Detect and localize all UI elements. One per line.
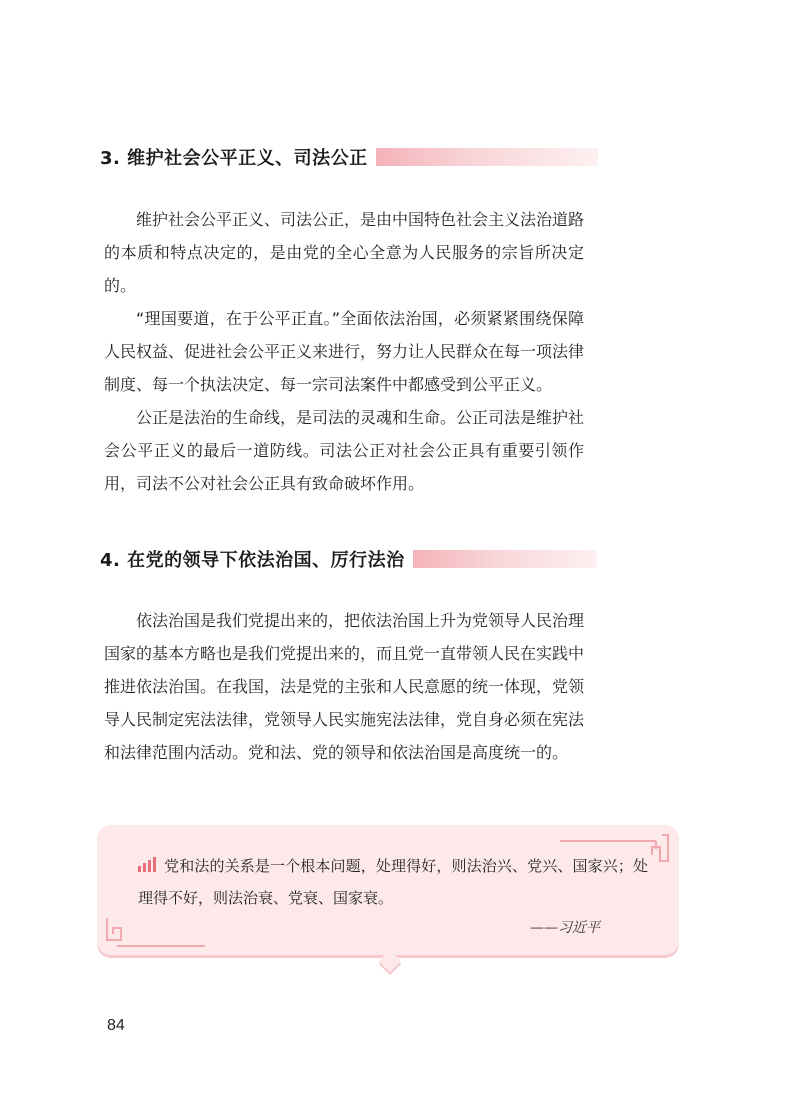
section-4-heading xyxy=(100,544,597,574)
section-4-title: 4. 在党的领导下依法治国、厉行法治 xyxy=(100,550,405,571)
section-3-title: 3. 维护社会公平正义、司法公正 xyxy=(100,148,368,169)
paragraph: “理国要道，在于公平正直。”全面依法治国，必须紧紧围绕保障人民权益、促进社会公平正义来进行，努力让人民群众在每一项法律制度、每一个执法决定、每一宗司法案件中都感受到公平正义。 xyxy=(104,309,585,394)
paragraph: 公正是法治的生命线，是司法的灵魂和生命。公正司法是维护社会公平正义的最后一道防线。司法公正对社会公正具有重要引领作用，司法不公对社会公正具有致命破坏作用。 xyxy=(104,408,585,493)
quote-text-block xyxy=(138,850,648,914)
paragraph: 依法治国是我们党提出来的，把依法治国上升为党领导人民治理国家的基本方略也是我们党提出来的，而且党一直带领人民在实践中推进依法治国。在我国，法是党的主张和人民意愿的统一体现，党领导人民制定宪法法律，党领导人民实施宪法法律，党自身必须在宪法和法律范围内活动。党和法、党的领导和依法治国是高度统一的。 xyxy=(104,611,585,762)
heading-decor-bar xyxy=(376,148,598,166)
corner-ornament-bottom-left xyxy=(105,908,205,948)
section-3-body xyxy=(104,203,584,500)
quote-author: ——习近平 xyxy=(530,920,600,936)
heading-decor-bar xyxy=(413,550,597,568)
section-4-body xyxy=(104,604,584,769)
paragraph: 维护社会公平正义、司法公正，是由中国特色社会主义法治道路的本质和特点决定的，是由党的全心全意为人民服务的宗旨所决定的。 xyxy=(104,210,585,295)
section-3-heading xyxy=(100,142,598,172)
quote-text: 党和法的关系是一个根本问题，处理得好，则法治兴、党兴、国家兴；处理得不好，则法治衰、党衰、国家衰。 xyxy=(138,857,648,907)
bar-signal-icon xyxy=(138,857,158,872)
page-number: 84 xyxy=(107,1017,125,1034)
